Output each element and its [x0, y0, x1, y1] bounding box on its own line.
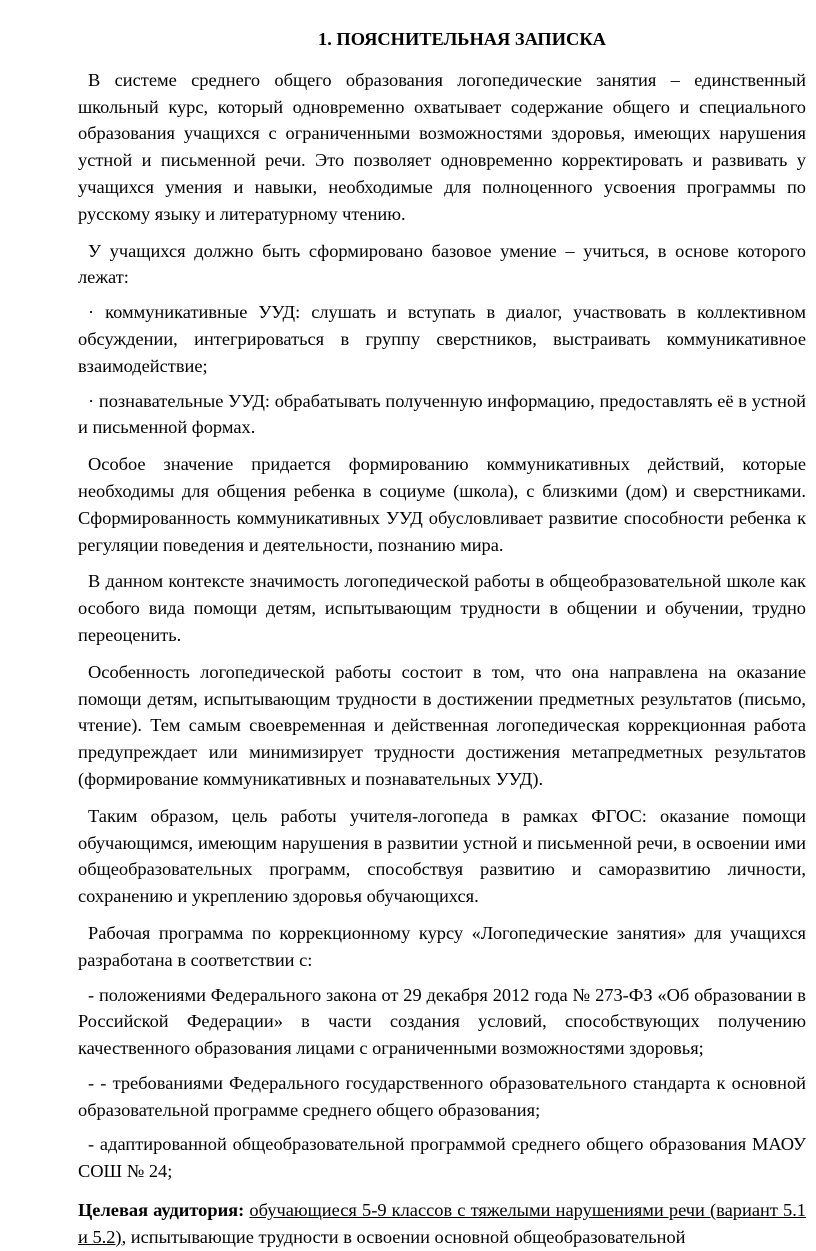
list-item-communicative: · коммуникативные УУД: слушать и вступать в диалог, участвовать в коллективном обсуждении, интегрироваться в группу сверстников, выстраивать коммуникативное взаимодействие; [78, 302, 806, 376]
list-item-federal-law: - положениями Федерального закона от 29 декабря 2012 года № 273-ФЗ «Об образовании в Российской Федерации» в части создания условий, способствующих получению качественного образования лицами с ограниченными возможностями здоровья; [78, 984, 806, 1059]
paragraph-goal: Таким образом, цель работы учителя-логопеда в рамках ФГОС: оказание помощи обучающимся, имеющим нарушения в развитии устной и письменной речи, в освоении ими общеобразовательных программ, способствуя развитию и саморазвитию личности, сохранению и укреплению здоровья обучающихся. [78, 805, 806, 907]
target-audience-label: Целевая аудитория: [78, 1200, 245, 1221]
list-item-cognitive: · познавательные УУД: обрабатывать полученную информацию, предоставлять её в устной и письменной формах. [78, 390, 806, 438]
paragraph-intro: В системе среднего общего образования логопедические занятия – единственный школьный курс, который одновременно охватывает содержание общего и специального образования учащихся с ограниченными возможностями здоровья, имеющих нарушения устной и письменной речи. Это позволяет одновременно корректировать и развивать у учащихся умения и навыки, необходимые для полноценного усвоения программы по русскому языку и литературному чтению. [78, 69, 806, 224]
target-audience-rest: , испытывающие трудности в освоении основной общеобразовательной [121, 1226, 686, 1247]
list-item-fgos: - - требованиями Федерального государственного образовательного стандарта к основной образовательной программе среднего общего образования; [78, 1072, 806, 1120]
page-title: 1. ПОЯСНИТЕЛЬНАЯ ЗАПИСКА [318, 29, 606, 49]
paragraph-basic-skill: У учащихся должно быть сформировано базовое умение – учиться, в основе которого лежат: [78, 240, 806, 288]
target-audience [78, 1197, 806, 1251]
target-audience-underlined: обучающиеся 5-9 классов с тяжелыми нарушениями речи (вариант 5.1 и 5.2) [78, 1200, 806, 1247]
paragraph-communicative-actions: Особое значение придается формированию коммуникативных действий, которые необходимы для общения ребенка в социуме (школа), с близкими (дом) и сверстниками. Сформированность коммуникативных УУД обусловливает развитие способности ребенка к регуляции поведения и деятельности, познанию мира. [78, 454, 806, 555]
paragraph-specifics: Особенность логопедической работы состоит в том, что она направлена на оказание помощи детям, испытывающим трудности в достижении предметных результатов (письмо, чтение). Тем самым своевременная и действенная логопедическая коррекционная работа предупреждает или минимизирует трудности достижения метапредметных результатов (формирование коммуникативных и познавательных УУД). [78, 661, 806, 789]
paragraph-context: В данном контексте значимость логопедической работы в общеобразовательной школе как особого вида помощи детям, испытывающим трудности в общении и обучении, трудно переоценить. [78, 571, 806, 645]
list-item-adapted-program: - адаптированной общеобразовательной программой среднего общего образования МАОУ СОШ № 24; [78, 1134, 806, 1182]
paragraph-program-basis: Рабочая программа по коррекционному курсу «Логопедические занятия» для учащихся разработана в соответствии с: [78, 922, 806, 970]
